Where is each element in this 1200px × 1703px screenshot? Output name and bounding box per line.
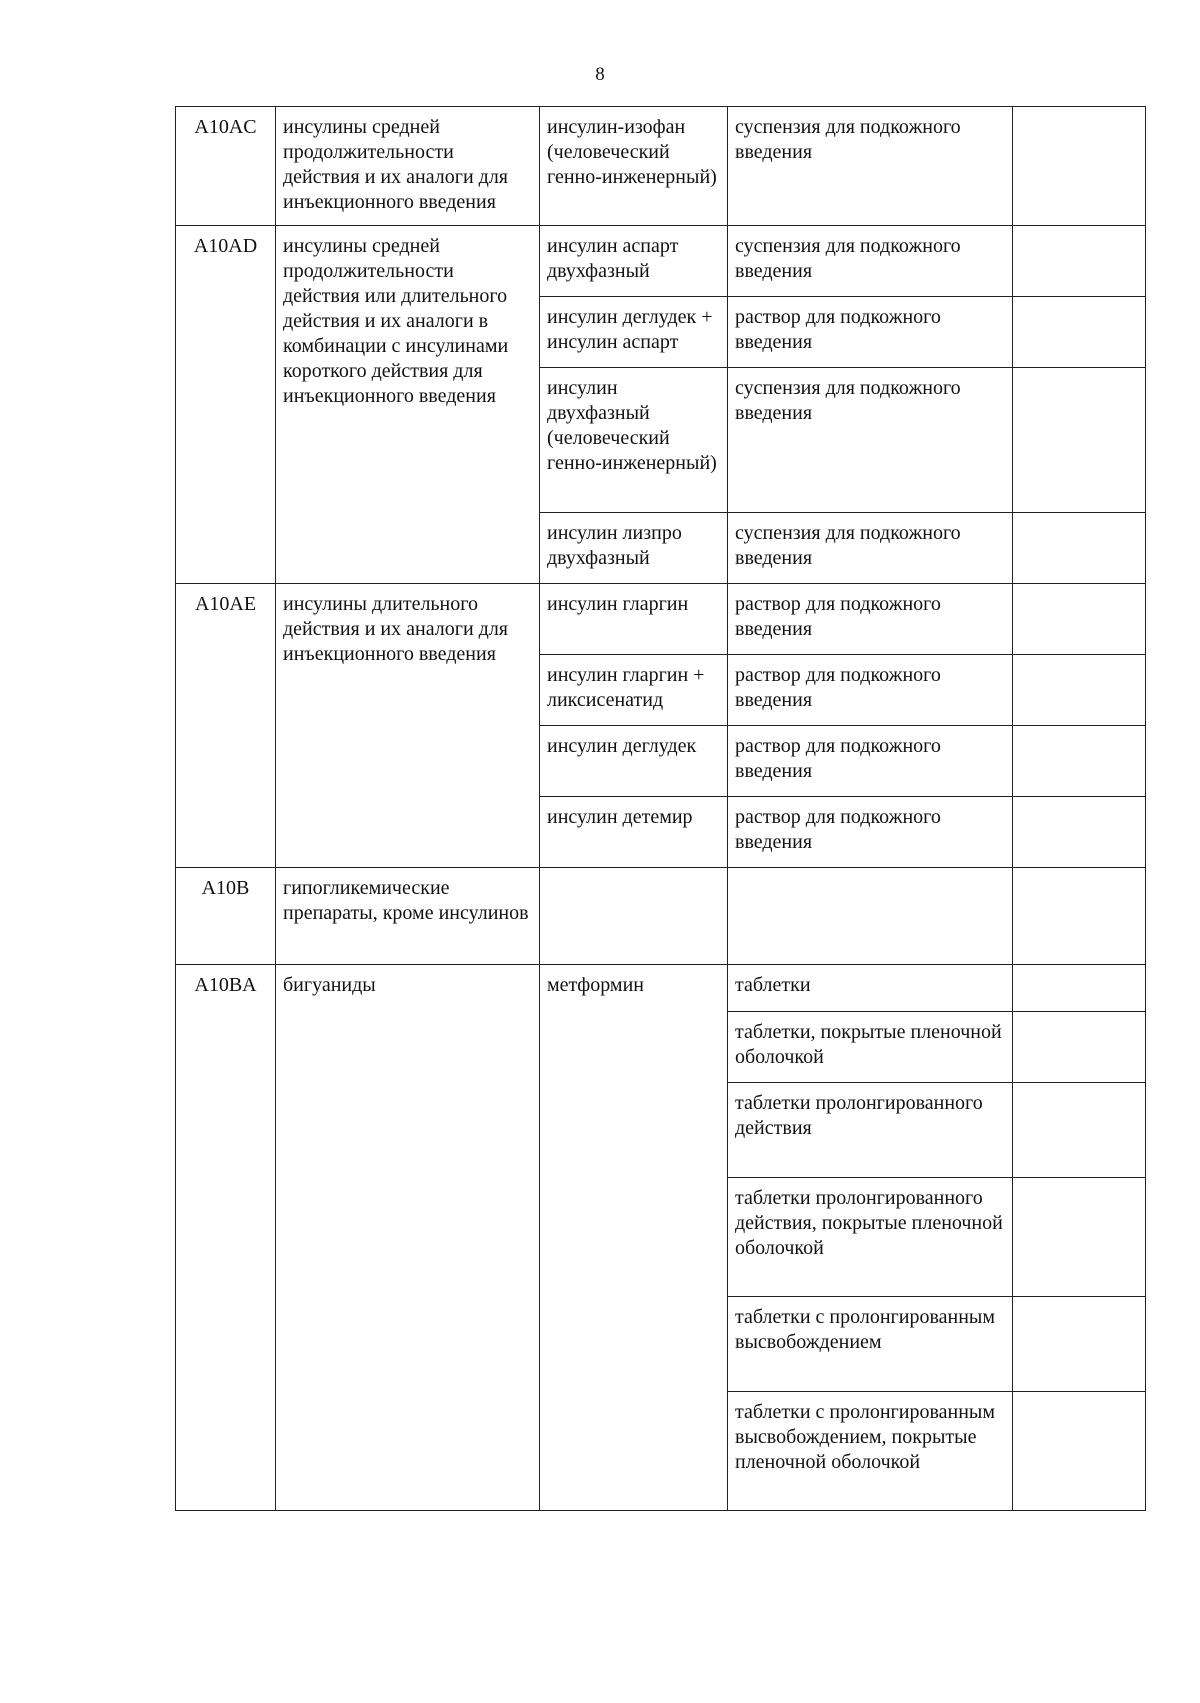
empty-cell (1013, 726, 1146, 797)
dosage-form: суспензия для подкожного введения (728, 107, 1013, 226)
dosage-form: таблетки пролонгированного действия (728, 1083, 1013, 1178)
drug-name (540, 868, 728, 965)
dosage-form: раствор для подкожного введения (728, 726, 1013, 797)
table-row (176, 584, 1146, 655)
atc-code: A10B (176, 868, 276, 965)
empty-cell (1013, 868, 1146, 965)
atc-code: A10AD (176, 226, 276, 584)
dosage-form: таблетки с пролонгированным высвобождением (728, 1297, 1013, 1392)
empty-cell (1013, 297, 1146, 368)
group-name: инсулины средней продолжительности действия или длительного действия и их аналоги в комбинации с инсулинами короткого действия для инъекционного введения (276, 226, 540, 584)
dosage-form: раствор для подкожного введения (728, 797, 1013, 868)
dosage-form: таблетки пролонгированного действия, покрытые пленочной оболочкой (728, 1178, 1013, 1297)
empty-cell (1013, 797, 1146, 868)
empty-cell (1013, 513, 1146, 584)
table-row (176, 107, 1146, 226)
table-row (176, 226, 1146, 297)
page-number: 8 (595, 64, 605, 85)
drug-name: инсулин лизпро двухфазный (540, 513, 728, 584)
dosage-form: суспензия для подкожного введения (728, 226, 1013, 297)
drug-name: инсулин двухфазный (человеческий генно-инженерный) (540, 368, 728, 513)
table-row (176, 868, 1146, 965)
empty-cell (1013, 1297, 1146, 1392)
dosage-form: таблетки с пролонгированным высвобождением, покрытые пленочной оболочкой (728, 1392, 1013, 1511)
atc-code: A10AE (176, 584, 276, 868)
drug-name: инсулин детемир (540, 797, 728, 868)
drug-name: инсулин гларгин (540, 584, 728, 655)
empty-cell (1013, 1083, 1146, 1178)
empty-cell (1013, 226, 1146, 297)
atc-code: A10BA (176, 965, 276, 1511)
empty-cell (1013, 368, 1146, 513)
drug-name: инсулин деглудек (540, 726, 728, 797)
group-name: гипогликемические препараты, кроме инсулинов (276, 868, 540, 965)
drug-name: метформин (540, 965, 728, 1511)
empty-cell (1013, 107, 1146, 226)
drug-name: инсулин деглудек + инсулин аспарт (540, 297, 728, 368)
drug-name: инсулин гларгин + ликсисенатид (540, 655, 728, 726)
empty-cell (1013, 1012, 1146, 1083)
drug-name: инсулин-изофан (человеческий генно-инженерный) (540, 107, 728, 226)
dosage-form (728, 868, 1013, 965)
dosage-form: раствор для подкожного введения (728, 655, 1013, 726)
drug-name: инсулин аспарт двухфазный (540, 226, 728, 297)
group-name: инсулины средней продолжительности действия и их аналоги для инъекционного введения (276, 107, 540, 226)
drug-classification-table (175, 106, 1146, 1511)
empty-cell (1013, 584, 1146, 655)
dosage-form: раствор для подкожного введения (728, 297, 1013, 368)
table-row (176, 965, 1146, 1012)
dosage-form: таблетки, покрытые пленочной оболочкой (728, 1012, 1013, 1083)
empty-cell (1013, 1392, 1146, 1511)
atc-code: A10AC (176, 107, 276, 226)
dosage-form: таблетки (728, 965, 1013, 1012)
group-name: бигуаниды (276, 965, 540, 1511)
empty-cell (1013, 655, 1146, 726)
group-name: инсулины длительного действия и их аналоги для инъекционного введения (276, 584, 540, 868)
dosage-form: суспензия для подкожного введения (728, 368, 1013, 513)
dosage-form: суспензия для подкожного введения (728, 513, 1013, 584)
empty-cell (1013, 965, 1146, 1012)
empty-cell (1013, 1178, 1146, 1297)
dosage-form: раствор для подкожного введения (728, 584, 1013, 655)
